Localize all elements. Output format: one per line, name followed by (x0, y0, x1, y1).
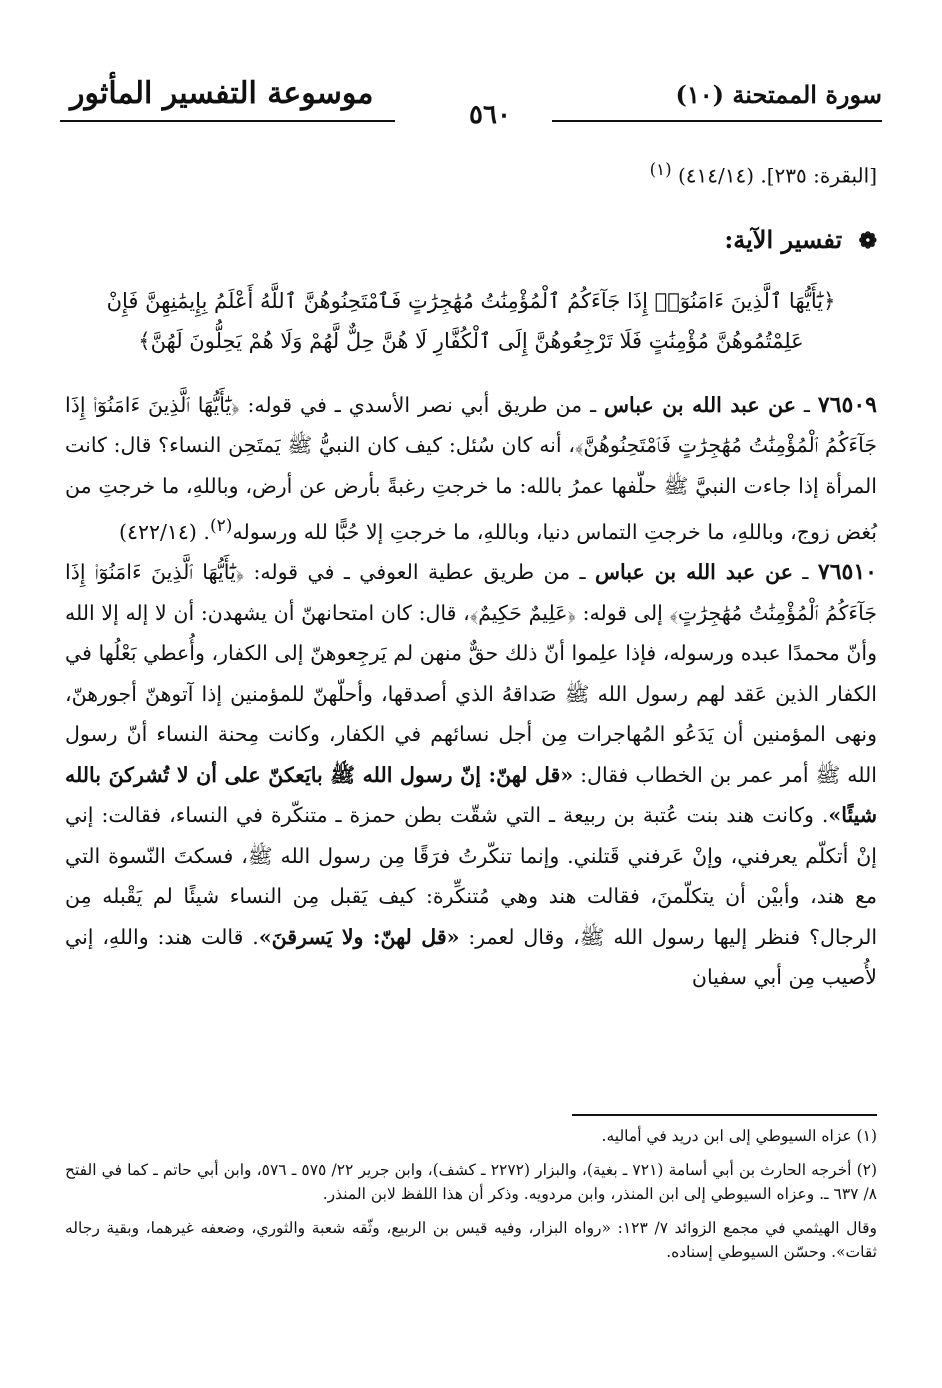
top-reference-line (65, 150, 877, 196)
hadith-quote: «قل لهنّ: ولا يَسرقنَ» (258, 924, 460, 949)
hadith-narrator: عن عبد الله بن عباس (595, 560, 793, 585)
page-header (60, 70, 882, 142)
header-rule-left (60, 120, 395, 122)
header-rule-right (552, 120, 882, 122)
surah-title: سورة الممتحنة (732, 80, 882, 109)
hadith-narrator: عن عبد الله بن عباس (604, 392, 796, 417)
book-running-title: موسوعة التفسير المأثور (70, 76, 374, 111)
hadith-text: . وكانت هند بنت عُتبة بن ربيعة ـ التي شقّت بطن حمزة ـ متنكّرة في النساء، فقالت: إني إنْ أتكلّم يعرفني، وإنْ عَرفني قَتلني. وإنما تنكّرتُ فرَقًا مِن رسول الله ﷺ، فسكتَ النّسوة التي مع هند، وأبيْن أن يتكلّمنَ، فقالت هند وهي مُتنكِّرة: كيف يَقبل مِن النساء شيئًا لم يَقْبله مِن الرجال؟ فنظر إليها رسول الله ﷺ، وقال لعمر: (65, 803, 878, 949)
section-heading-text: تفسير الآية: (724, 224, 843, 254)
page-number: ٥٦٠ (469, 100, 511, 130)
verse-number: (١٠) (675, 80, 725, 109)
hadith-entry-1: ٧٦٥٠٩ ـ عن عبد الله بن عباس ـ من طريق أبي نصر الأسدي ـ في قوله: ﴿يَٰٓأَيُّهَا ٱلَّذِينَ ءَامَنُوٓا۟ إِذَا جَآءَكُمُ ٱلْمُؤْمِنَٰتُ مُهَٰجِرَٰتٍ فَٱمْتَحِنُوهُنَّ﴾، أنه كان سُئل: كيف كان النبيُّ ﷺ يَمتَحِن النساء؟ قال: كانت المرأة إذا جاءت النبيَّ ﷺ حلّفها عمرُ بالله: ما خرجتِ رغبةً بأرض عن أرض، وباللهِ، ما خرجتِ من بُغض زوج، وباللهِ، ما خرجتِ التماس دنيا، وباللهِ، ما خرجتِ إلا حُبًّا لله ورسوله$^{(٢)}$. (٤٢٢/١٤) (65, 391, 877, 544)
section-heading (65, 220, 877, 261)
surah-running-title (676, 80, 882, 109)
hadith-number: ٧٦٥١٠ (817, 559, 877, 586)
hadith-text: . قالت هند: واللهِ، إني لأُصيب مِن أبي سفيان (65, 924, 877, 990)
footnotes (65, 1124, 877, 1274)
footnote-2-continuation: وقال الهيثمي في مجمع الزوائد ٧/ ١٢٣: «رواه البزار، وفيه قيس بن الربيع، وثّقه شعبة والثوري، وضعفه غيرهما، وبقية رجاله ثقات». وحسّن السيوطي إسناده. (65, 1219, 878, 1261)
hadith-quote: «قل لهنّ: إنّ رسول الله ﷺ بايَعكنّ على أن لا تُشركنَ بالله شيئًا» (65, 762, 877, 828)
hadith-number: ٧٦٥٠٩ (817, 391, 877, 418)
flower-ornament-icon: ❁ (858, 227, 877, 254)
footnote-2: (٢) أخرجه الحارث بن أبي أسامة (٧٢١ ـ بغية)، والبزار (٢٢٧٢ ـ كشف)، وابن جرير ٢٢/ ٥٧٥ ـ ٥٧٦، وابن أبي حاتم ـ كما في الفتح ٨/ ٦٣٧ ـ. وعزاه السيوطي إلى ابن المنذر، وابن مردويه. وذكر أن هذا اللفظ لابن المنذر. (65, 1161, 878, 1203)
footnote-separator (572, 1114, 877, 1116)
footnote-marker-1: (١) (649, 160, 672, 179)
hadith-reference: . (٤٢٢/١٤) (118, 519, 210, 544)
quran-verse: ﴿يَٰٓأَيُّهَا ٱلَّذِينَ ءَامَنُوٓا۟ إِذَا جَآءَكُمُ ٱلْمُؤْمِنَٰتُ مُهَٰجِرَٰتٍ فَٱمْتَحِنُوهُنَّ ٱللَّهُ أَعْلَمُ بِإِيمَٰنِهِنَّ فَإِنْ عَلِمْتُمُوهُنَّ مُؤْمِنَٰتٍ فَلَا تَرْجِعُوهُنَّ إِلَى ٱلْكُفَّارِ لَا هُنَّ حِلٌّ لَّهُمْ وَلَا هُمْ يَحِلُّونَ لَهُنَّ﴾ (106, 288, 836, 353)
top-reference: [البقرة: ٢٣٥]. (٤١٤/١٤) (677, 163, 877, 188)
footnote-marker-2: (٢) (209, 516, 233, 537)
hadith-text: ـ من طريق أبي نصر الأسدي ـ في قوله: ﴿يَٰٓأَيُّهَا ٱلَّذِينَ ءَامَنُوٓا۟ إِذَا جَآءَكُمُ ٱلْمُؤْمِنَٰتُ مُهَٰجِرَٰتٍ فَٱمْتَحِنُوهُنَّ﴾، أنه كان سُئل: كيف كان النبيُّ ﷺ يَمتَحِن النساء؟ قال: كانت المرأة إذا جاءت النبيَّ ﷺ حلّفها عمرُ بالله: ما خرجتِ رغبةً بأرض عن أرض، وباللهِ، ما خرجتِ من بُغض زوج، وباللهِ، ما خرجتِ التماس دنيا، وباللهِ، ما خرجتِ إلا حُبًّا لله ورسوله (65, 392, 877, 544)
hadith-entry-2: ٧٦٥١٠ ـ عن عبد الله بن عباس ـ من طريق عطية العوفي ـ في قوله: ﴿يَٰٓأَيُّهَا ٱلَّذِينَ ءَامَنُوٓا۟ إِذَا جَآءَكُمُ ٱلْمُؤْمِنَٰتُ مُهَٰجِرَٰتٍ﴾ إلى قوله: ﴿عَلِيمٌ حَكِيمٌ﴾، قال: كان امتحانهنّ أن يشهدن: أن لا إله إلا الله وأنّ محمدًا عبده ورسوله، فإذا علِموا أنّ ذلك حقٌّ منهن لم يَرجِعوهنّ إلى الكفار، وأُعطي بَعْلُها في الكفار الذين عَقد لهم رسول الله ﷺ صَداقهُ الذي أصدقها، وأحلّهنّ للمؤمنين إذا آتوهنّ أجورهنّ، ونهى المؤمنين أن يَدَعُو المُهاجرات مِن أجل نسائهم في الكفار، وكانت مِحنة النساء أنّ رسول الله ﷺ أمر عمر بن الخطاب فقال: «قل لهنّ: إنّ رسول الله ﷺ بايَعكنّ على أن لا تُشركنَ بالله شيئًا». وكانت هند بنت عُتبة بن ربيعة ـ التي شقّت بطن حمزة ـ متنكّرة في النساء، فقالت: إني إنْ أتكلّم يعرفني، وإنْ عَرفني قَتلني. وإنما تنكّرتُ فرَقًا مِن رسول الله ﷺ، فسكتَ النّسوة التي مع هند، وأبيْن أن يتكلّمنَ، فقالت هند وهي مُتنكِّرة: كيف يَقبل مِن النساء شيئًا لم يَقْبله مِن الرجال؟ فنظر إليها رسول الله ﷺ، وقال لعمر: «قل لهنّ: ولا يَسرقنَ». قالت هند: واللهِ، إني لأُصيب مِن أبي سفيان (65, 559, 878, 990)
footnote-1: (١) عزاه السيوطي إلى ابن دريد في أماليه. (601, 1127, 877, 1145)
page-content (65, 150, 877, 998)
hadith-text: ـ من طريق عطية العوفي ـ في قوله: ﴿يَٰٓأَيُّهَا ٱلَّذِينَ ءَامَنُوٓا۟ إِذَا جَآءَكُمُ ٱلْمُؤْمِنَٰتُ مُهَٰجِرَٰتٍ﴾ إلى قوله: ﴿عَلِيمٌ حَكِيمٌ﴾، قال: كان امتحانهنّ أن يشهدن: أن لا إله إلا الله وأنّ محمدًا عبده ورسوله، فإذا علِموا أنّ ذلك حقٌّ منهن لم يَرجِعوهنّ إلى الكفار، وأُعطي بَعْلُها في الكفار الذين عَقد لهم رسول الله ﷺ صَداقهُ الذي أصدقها، وأحلّهنّ للمؤمنين إذا آتوهنّ أجورهنّ، ونهى المؤمنين أن يَدَعُو المُهاجرات مِن أجل نسائهم في الكفار، وكانت مِحنة النساء أنّ رسول الله ﷺ أمر عمر بن الخطاب فقال: (65, 560, 877, 787)
